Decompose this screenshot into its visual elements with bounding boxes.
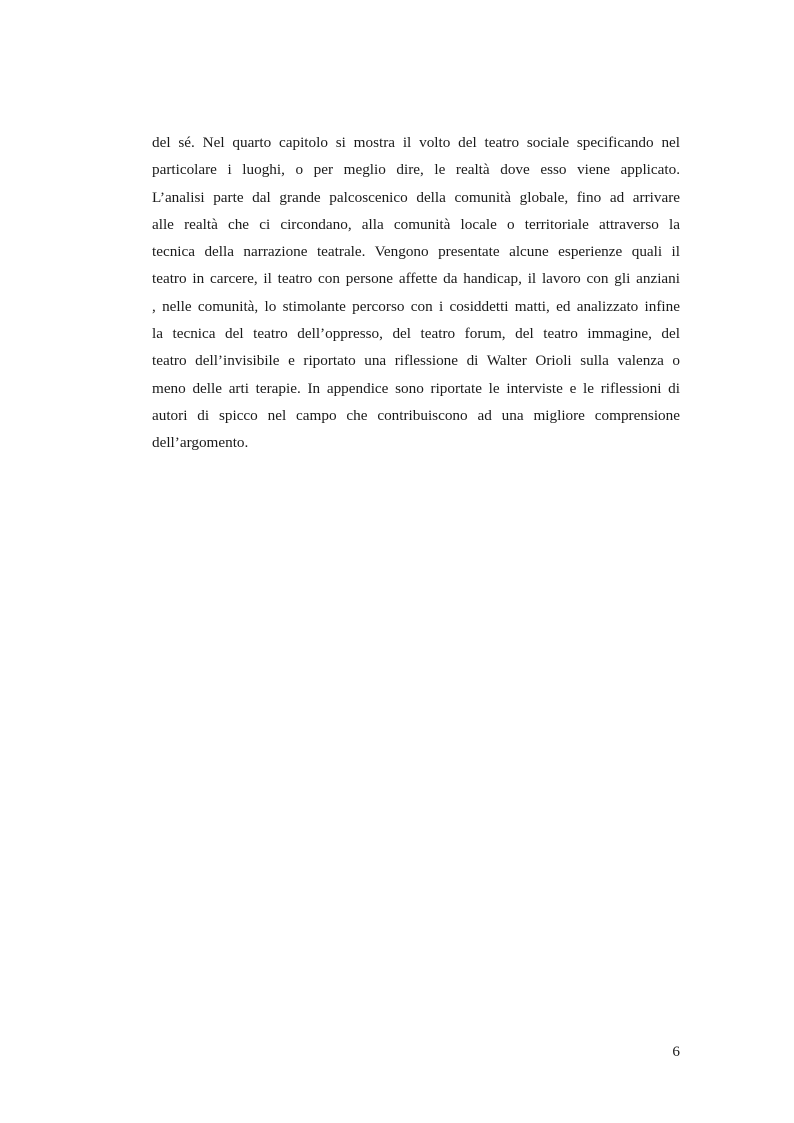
text-line: meno delle arti terapie. In appendice sono riportate le interviste e le riflessioni di [152,379,680,397]
text-line: , nelle comunità, lo stimolante percorso con i cosiddetti matti, ed analizzato infine [152,297,680,315]
text-line: tecnica della narrazione teatrale. Vengono presentate alcune esperienze quali il [152,243,680,261]
body-paragraph [152,129,680,457]
text-line: la tecnica del teatro dell’oppresso, del teatro forum, del teatro immagine, del [152,325,680,343]
page-number: 6 [672,1043,680,1060]
text-line: teatro dell’invisibile e riportato una riflessione di Walter Orioli sulla valenza o [152,352,680,370]
text-line: particolare i luoghi, o per meglio dire, le realtà dove esso viene applicato. [152,161,680,179]
text-line-last: dell’argomento. [152,434,249,452]
text-line: del sé. Nel quarto capitolo si mostra il volto del teatro sociale specificando nel [152,134,680,151]
text-line: alle realtà che ci circondano, alla comunità locale o territoriale attraverso la [152,215,680,233]
text-line: L’analisi parte dal grande palcoscenico della comunità globale, fino ad arrivare [152,188,680,206]
text-line: autori di spicco nel campo che contribuiscono ad una migliore comprensione [152,406,680,424]
text-line: teatro in carcere, il teatro con persone affette da handicap, il lavoro con gli anziani [152,270,680,288]
